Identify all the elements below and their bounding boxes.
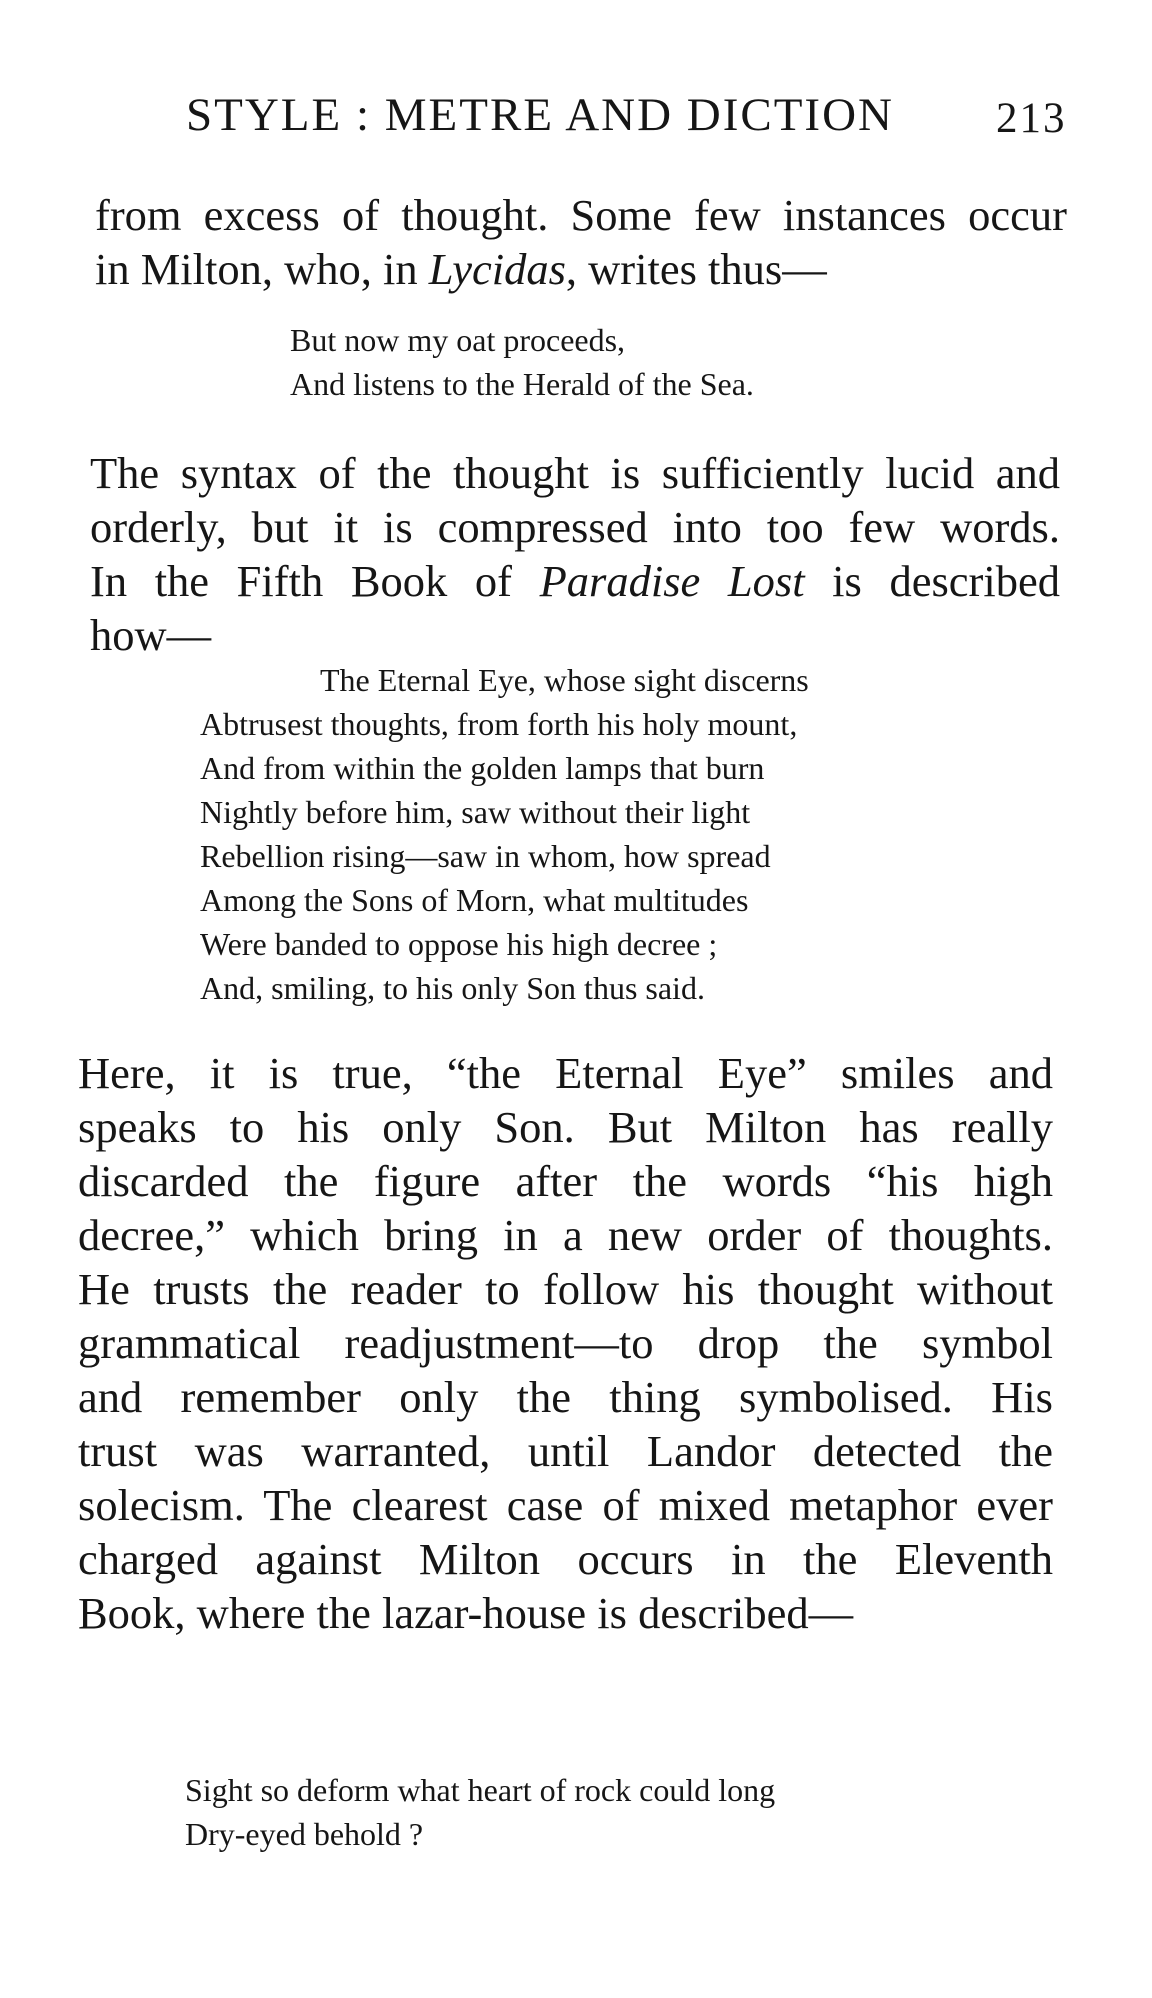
text-line: Book, where the lazar-house is described— xyxy=(78,1588,854,1638)
verse-line: Abtrusest thoughts, from forth his holy mount, xyxy=(200,706,798,742)
verse-line: Nightly before him, saw without their light xyxy=(200,794,751,830)
verse-line: Among the Sons of Morn, what multitudes xyxy=(200,882,749,918)
text-line: solecism. The clearest case of mixed metaphor ever xyxy=(78,1480,1053,1530)
verse-line: And from within the golden lamps that burn xyxy=(200,750,765,786)
text-line: speaks to his only Son. But Milton has really xyxy=(78,1102,1053,1152)
text-line: from excess of thought. Some few instances occur xyxy=(95,190,1067,240)
running-title: STYLE : METRE AND DICTION xyxy=(186,89,894,141)
verse-quotation-lycidas xyxy=(290,318,754,406)
paragraph-eternal-eye xyxy=(78,1046,1053,1640)
text-line: grammatical readjustment—to drop the symbol xyxy=(78,1318,1053,1368)
text-line: The syntax of the thought is sufficiently lucid and xyxy=(90,448,1060,498)
text-line: discarded the figure after the words “his high xyxy=(78,1156,1053,1206)
text-line: Here, it is true, “the Eternal Eye” smiles and xyxy=(78,1048,1053,1098)
text-line: in Milton, who, in Lycidas, writes thus— xyxy=(95,244,827,294)
text-line: and remember only the thing symbolised. His xyxy=(78,1372,1053,1422)
verse-line: But now my oat proceeds, xyxy=(290,322,626,358)
text-line: decree,” which bring in a new order of thoughts. xyxy=(78,1210,1053,1260)
page-number: 213 xyxy=(996,95,1067,142)
verse-line: And, smiling, to his only Son thus said. xyxy=(200,970,705,1006)
verse-line: Dry-eyed behold ? xyxy=(185,1816,424,1852)
verse-line: Sight so deform what heart of rock could long xyxy=(185,1772,776,1808)
paragraph-syntax xyxy=(90,446,1060,662)
verse-line: Were banded to oppose his high decree ; xyxy=(200,926,718,962)
paragraph-intro xyxy=(95,188,1067,296)
verse-line: Rebellion rising—saw in whom, how spread xyxy=(200,838,771,874)
text-line: trust was warranted, until Landor detected the xyxy=(78,1426,1053,1476)
text-line: He trusts the reader to follow his thought without xyxy=(78,1264,1053,1314)
text-line: charged against Milton occurs in the Eleventh xyxy=(78,1534,1053,1584)
text-line: In the Fifth Book of Paradise Lost is described xyxy=(90,556,1060,606)
verse-line: The Eternal Eye, whose sight discerns xyxy=(320,662,809,698)
verse-quotation-lazar-house xyxy=(185,1768,775,1856)
verse-quotation-paradise-lost xyxy=(200,658,809,1010)
poem-title-paradise-lost: Paradise Lost xyxy=(539,556,805,606)
text-line: orderly, but it is compressed into too few words. xyxy=(90,502,1060,552)
page-header xyxy=(186,88,1086,148)
poem-title-lycidas: Lycidas xyxy=(428,244,566,294)
text-line: how— xyxy=(90,610,212,660)
verse-line: And listens to the Herald of the Sea. xyxy=(290,366,754,402)
